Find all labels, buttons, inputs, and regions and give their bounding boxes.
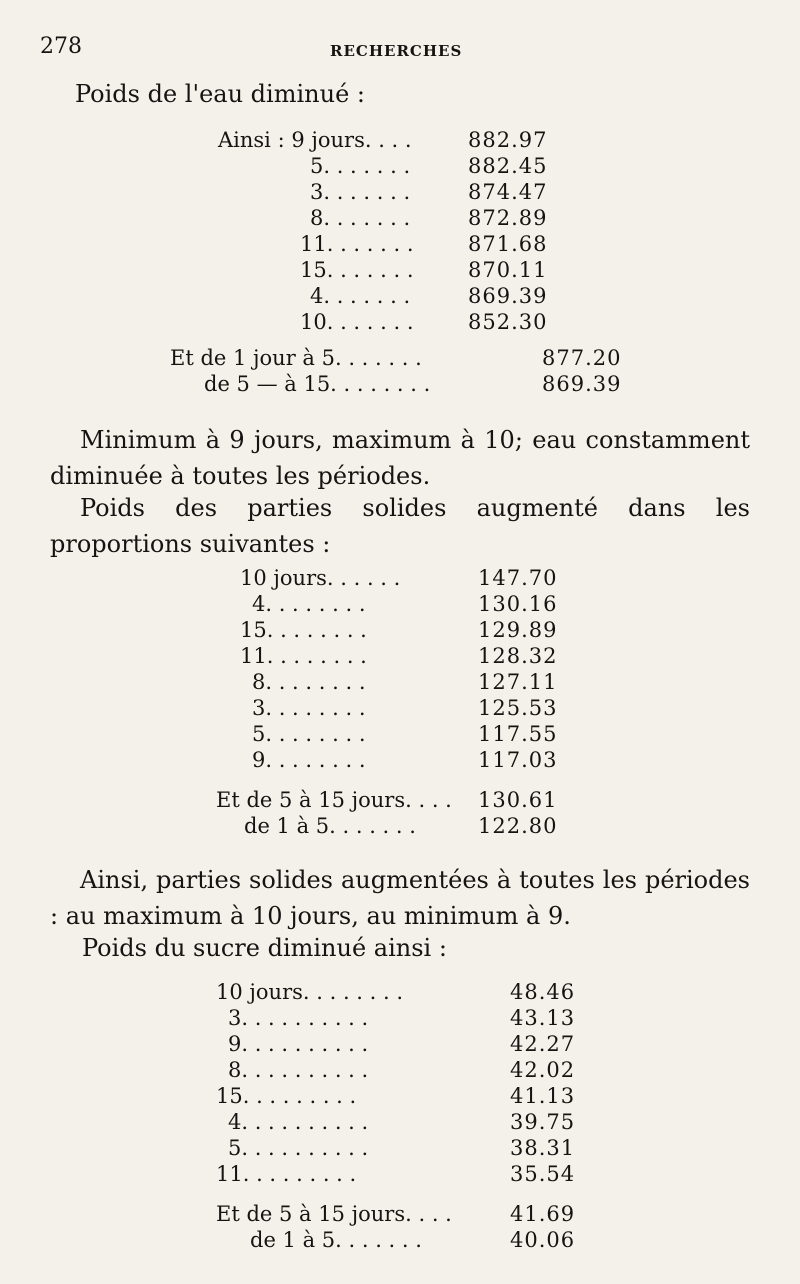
solids-row: 11. . . . . . . . 128.32 bbox=[240, 644, 558, 668]
water-summary-row: Et de 1 jour à 5. . . . . . . 877.20 bbox=[170, 346, 622, 370]
sugar-row: 5. . . . . . . . . . 38.31 bbox=[228, 1136, 576, 1160]
sugar-row: 15. . . . . . . . . 41.13 bbox=[216, 1084, 576, 1108]
water-row: 3. . . . . . . 874.47 bbox=[310, 180, 548, 204]
sugar-row: 4. . . . . . . . . . 39.75 bbox=[228, 1110, 576, 1134]
water-row: 10. . . . . . . 852.30 bbox=[300, 310, 548, 334]
sugar-row: 10 jours. . . . . . . . 48.46 bbox=[216, 980, 576, 1004]
sugar-summary-row: Et de 5 à 15 jours. . . . 41.69 bbox=[216, 1202, 576, 1226]
sugar-row: 8. . . . . . . . . . 42.02 bbox=[228, 1058, 576, 1082]
water-row: Ainsi : 9 jours. . . . 882.97 bbox=[218, 128, 548, 152]
solids-row: 15. . . . . . . . 129.89 bbox=[240, 618, 558, 642]
solids-row: 8. . . . . . . . 127.11 bbox=[252, 670, 558, 694]
sugar-row: 11. . . . . . . . . 35.54 bbox=[216, 1162, 576, 1186]
solids-summary-row: Et de 5 à 15 jours. . . . 130.61 bbox=[216, 788, 558, 812]
solids-row: 10 jours. . . . . . 147.70 bbox=[240, 566, 558, 590]
solids-conclusion: Ainsi, parties solides augmentées à toutes les périodes : au maximum à 10 jours, au minimum à 9. bbox=[50, 866, 750, 930]
solids-row: 4. . . . . . . . 130.16 bbox=[252, 592, 558, 616]
sugar-row: 3. . . . . . . . . . 43.13 bbox=[228, 1006, 576, 1030]
water-row: 5. . . . . . . 882.45 bbox=[310, 154, 548, 178]
water-conclusion: Minimum à 9 jours, maximum à 10; eau constamment diminuée à toutes les périodes. bbox=[50, 426, 750, 490]
solids-row: 9. . . . . . . . 117.03 bbox=[252, 748, 558, 772]
water-row: 11. . . . . . . 871.68 bbox=[300, 232, 548, 256]
water-row: 8. . . . . . . 872.89 bbox=[310, 206, 548, 230]
water-summary-row: de 5 — à 15. . . . . . . . 869.39 bbox=[204, 372, 622, 396]
solids-row: 3. . . . . . . . 125.53 bbox=[252, 696, 558, 720]
water-row: 4. . . . . . . 869.39 bbox=[310, 284, 548, 308]
sugar-row: 9. . . . . . . . . . 42.27 bbox=[228, 1032, 576, 1056]
sugar-summary-row: de 1 à 5. . . . . . . 40.06 bbox=[250, 1228, 576, 1252]
page-number: 278 bbox=[40, 34, 82, 59]
water-row: 15. . . . . . . 870.11 bbox=[300, 258, 548, 282]
water-intro: Poids de l'eau diminué : bbox=[75, 80, 365, 108]
solids-summary-row: de 1 à 5. . . . . . . 122.80 bbox=[244, 814, 558, 838]
sugar-intro: Poids du sucre diminué ainsi : bbox=[82, 934, 447, 962]
running-title: RECHERCHES bbox=[330, 42, 463, 60]
solids-intro: Poids des parties solides augmenté dans les proportions suivantes : bbox=[50, 494, 750, 558]
solids-row: 5. . . . . . . . 117.55 bbox=[252, 722, 558, 746]
